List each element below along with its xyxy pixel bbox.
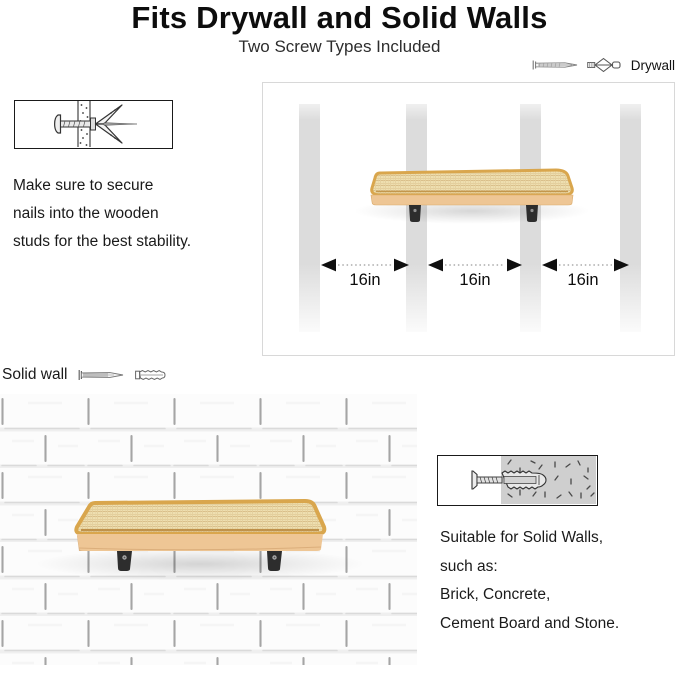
drywall-legend (532, 57, 675, 73)
shelf-bracket (526, 205, 538, 222)
stud-spacing-label: 16in (567, 271, 599, 289)
note-line: nails into the wooden (13, 205, 159, 222)
wall-plug-cross-section (438, 456, 596, 504)
shelf-bracket (117, 551, 132, 571)
shelf-bracket (267, 551, 282, 571)
wall-plug-icon (135, 369, 168, 381)
note-line: Make sure to secure (13, 177, 154, 194)
drywall-legend-label: Drywall (630, 57, 675, 73)
stud-diagram-graphic (263, 83, 674, 355)
dimension-arrow (428, 259, 522, 272)
shelf-bracket (409, 205, 421, 222)
screw-icon (78, 369, 124, 381)
drywall-note (13, 172, 191, 256)
shelf-shadow (35, 548, 365, 580)
drywall-anchor-diagram (14, 100, 173, 149)
note-line: such as: (440, 557, 498, 575)
dimension-arrow (321, 259, 409, 272)
note-line: Suitable for Solid Walls, (440, 529, 604, 546)
note-line: studs for the best stability. (13, 233, 192, 250)
wall-plug-graphic (472, 471, 546, 489)
toggle-anchor-icon (587, 57, 622, 73)
stud-spacing-label: 16in (349, 271, 381, 289)
toggle-anchor-cross-section (15, 101, 171, 147)
page-title: Fits Drywall and Solid Walls (131, 0, 548, 35)
page-subtitle: Two Screw Types Included (238, 37, 441, 56)
solid-wall-legend (2, 366, 168, 384)
brick-wall-photo (0, 394, 417, 665)
solid-anchor-diagram (437, 455, 598, 506)
dimension-arrows (321, 259, 629, 272)
solid-wall-legend-label: Solid wall (2, 366, 68, 383)
dimension-arrow (542, 259, 629, 272)
toggle-anchor-graphic (55, 105, 137, 143)
note-line: Cement Board and Stone. (440, 614, 620, 632)
stud-spacing-label: 16in (459, 271, 491, 289)
note-line: Brick, Concrete, (440, 586, 551, 603)
solid-note (440, 524, 619, 638)
screw-icon (532, 59, 578, 71)
stud-spacing-diagram (262, 82, 675, 356)
